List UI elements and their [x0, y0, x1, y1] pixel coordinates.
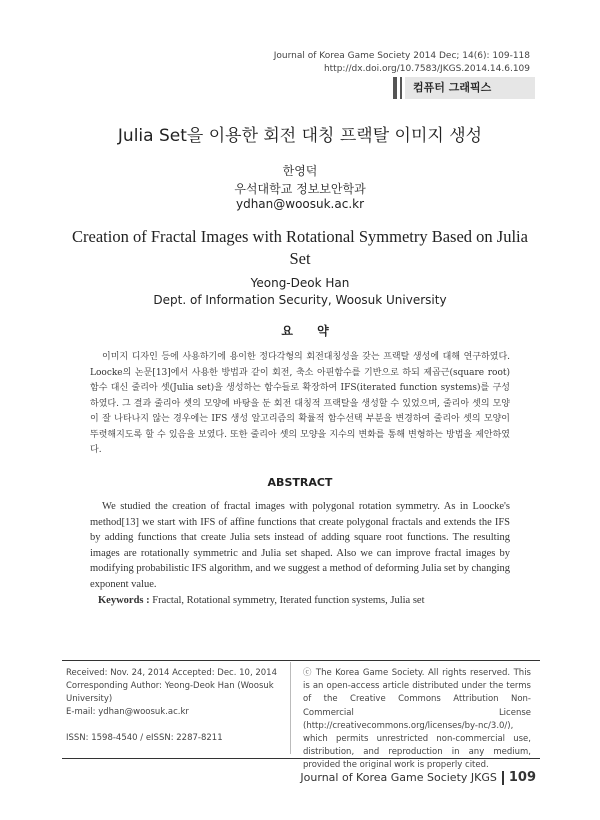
footer-bottom-rule [62, 758, 540, 759]
affiliation-english: Dept. of Information Security, Woosuk University [153, 293, 447, 307]
author-english: Yeong-Deok Han [250, 276, 350, 290]
footer-journal-name: Journal of Korea Game Society JKGS [300, 771, 497, 784]
title-korean: Julia Set을 이용한 회전 대칭 프랙탈 이미지 생성 [117, 126, 483, 146]
received-dates: Received: Nov. 24, 2014 Accepted: Dec. 10, 2014 [66, 668, 277, 678]
journal-citation: Journal of Korea Game Society 2014 Dec; 14(6): 109-118 [273, 51, 530, 61]
page-footer [300, 770, 536, 785]
badge-bar-decoration-thin [400, 77, 402, 99]
badge-bar-decoration [393, 77, 397, 99]
license-notice: ⓒ The Korea Game Society. All rights reserved. This is an open-access article distributed under the terms of the Creative Commons Attribution Non-Commercial License (http://creativecommons.org/licenses/by-nc/3.0/), which permits unrestricted non-commercial use, distribution, and reproduction in any medium, provided the original work is properly cited. [303, 668, 531, 771]
author-korean: 한영덕 [282, 164, 318, 178]
doi-link[interactable]: http://dx.doi.org/10.7583/JKGS.2014.14.6.109 [323, 64, 530, 74]
footer-top-rule [62, 660, 540, 661]
article-info [66, 667, 281, 719]
abstract-english-heading: ABSTRACT [267, 476, 333, 489]
category-label: 컴퓨터 그래픽스 [405, 77, 535, 99]
abstract-english: We studied the creation of fractal images with polygonal rotation symmetry. As in Loocke's method[13] we start with IFS of affine functions that create polygonal fractals and extends the IFS by adding functions that create Julia sets instead of adding square root functions. The resulting images are rotationally symmetric and Julia set shaped. Also we can improve fractal images by modifying probabilistic IFS algorithm, and we suggest a method of deforming Julia set by changing exponent value. [90, 501, 510, 590]
corresponding-email[interactable]: E-mail: ydhan@woosuk.ac.kr [66, 707, 189, 717]
affiliation-korean: 우석대학교 정보보안학과 [234, 182, 366, 196]
keywords-list: Fractal, Rotational symmetry, Iterated function systems, Julia set [152, 595, 425, 606]
page-number: 109 [508, 770, 536, 785]
footer-divider [290, 662, 291, 754]
abstract-korean-heading: 요 약 [281, 324, 339, 338]
category-badge [393, 77, 535, 99]
keywords [98, 595, 528, 606]
keywords-label: Keywords : [98, 595, 150, 606]
issn: ISSN: 1598-4540 / eISSN: 2287-8211 [66, 733, 223, 743]
author-email[interactable]: ydhan@woosuk.ac.kr [235, 197, 365, 211]
footer-separator [502, 771, 504, 785]
corresponding-author: Corresponding Author: Yeong-Deok Han (Woosuk University) [66, 681, 274, 704]
title-english: Creation of Fractal Images with Rotational Symmetry Based on Julia Set [72, 227, 528, 268]
abstract-korean: 이미지 디자인 등에 사용하기에 용이한 정다각형의 회전대칭성을 갖는 프랙탈 생성에 대해 연구하였다. Loocke의 논문[13]에서 사용한 방법과 같이 회전, 축소 아핀함수를 기반으로 하되 제곱근(square root)함수 대신 줄리아 셋(Julia set)을 생성하는 함수들로 확장하여 IFS(iterated function systems)를 구성하였다. 그 결과 줄리아 셋의 모양에 바탕을 둔 회전 대칭적 프랙탈을 생성할 수 있었으며, 줄리아 셋의 모양이 잘 나타나지 않는 경우에는 IFS 생성 알고리즘의 확률적 함수선택 부분을 변경하여 줄리아 셋의 모양이 뚜렷해지도록 할 수 있음을 보였다. 또한 줄리아 셋의 모양을 지수의 변화를 통해 변형하는 방법을 제안하였다. [90, 352, 510, 455]
